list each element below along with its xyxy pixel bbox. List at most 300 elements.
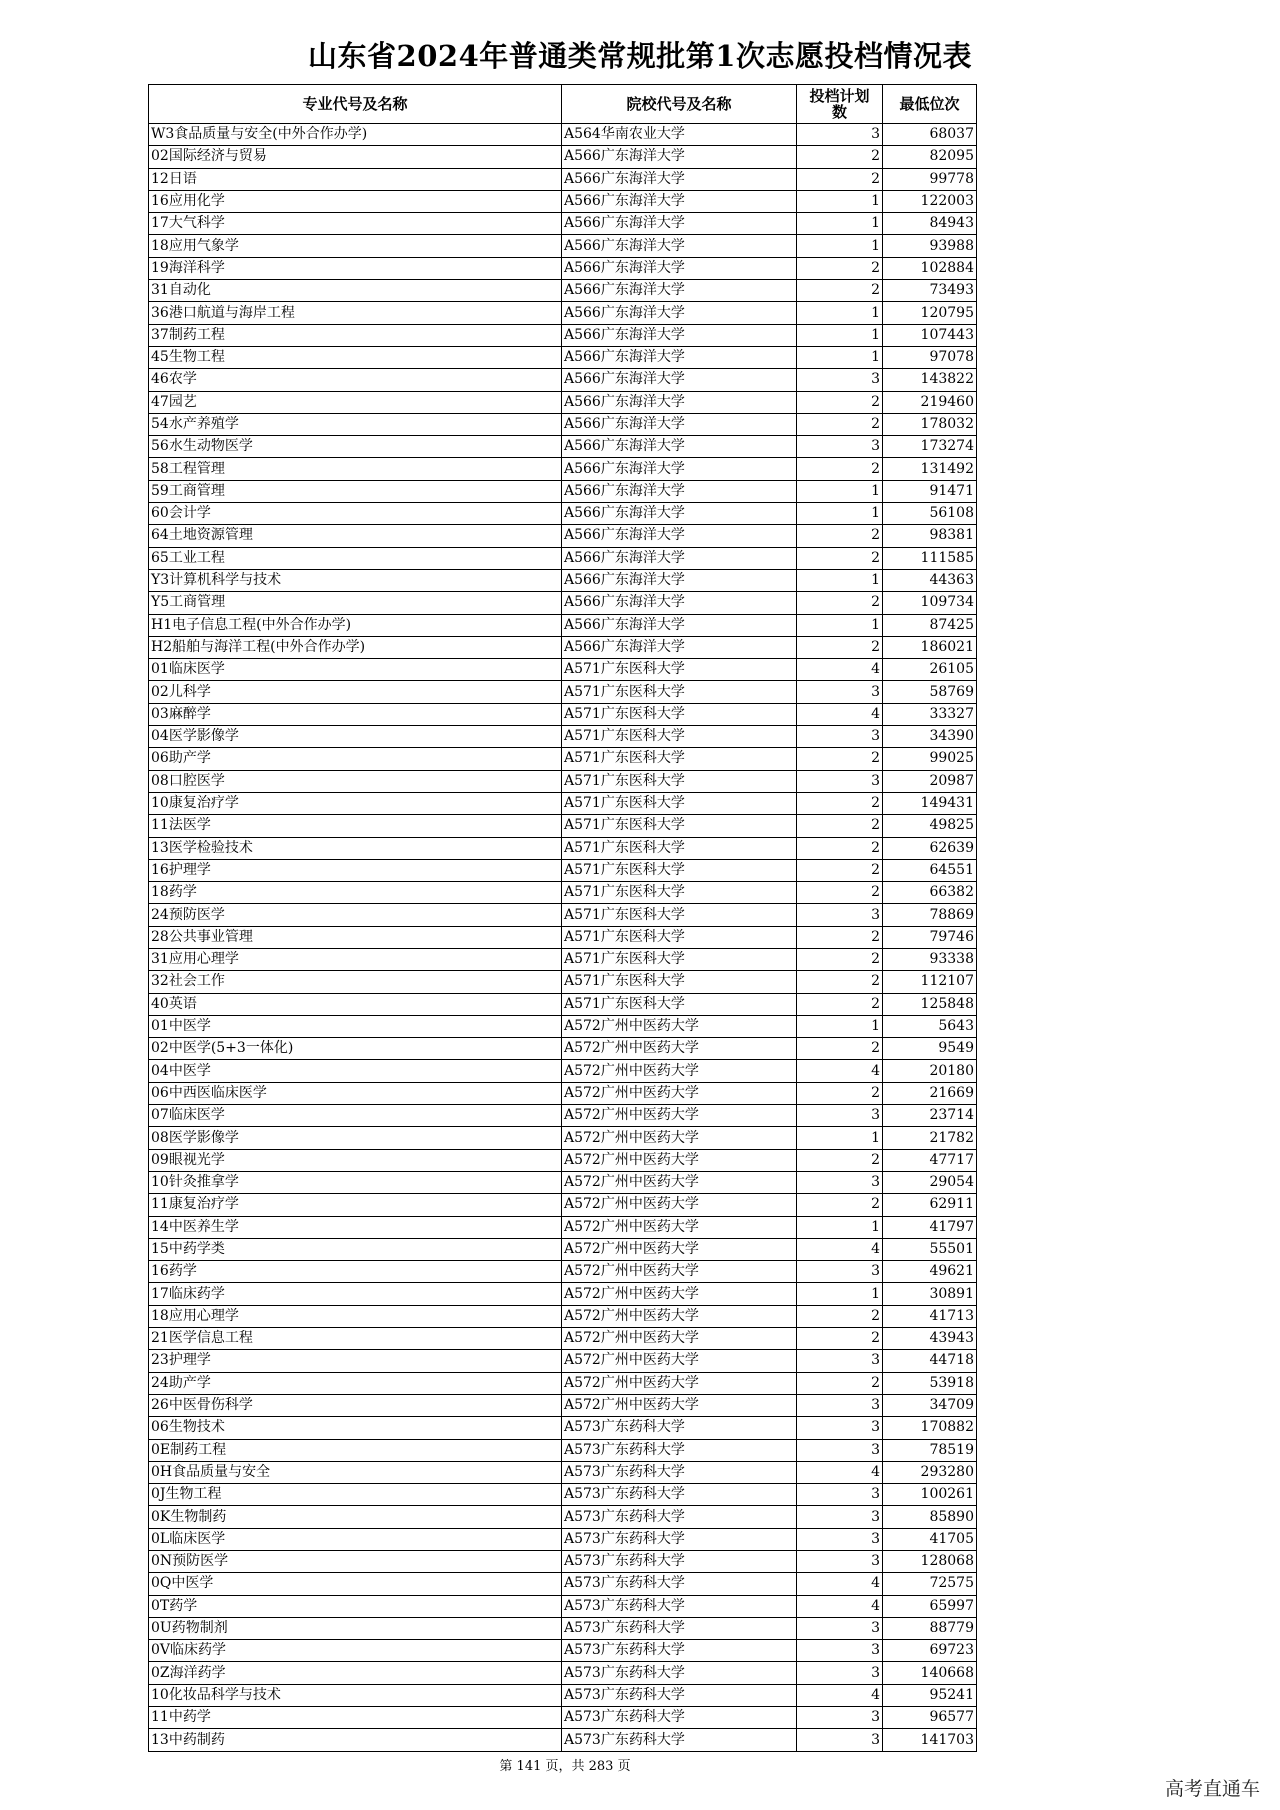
min-rank-cell: 49825 bbox=[883, 815, 977, 837]
major-cell: 10针灸推拿学 bbox=[149, 1171, 562, 1193]
plan-count-cell: 3 bbox=[797, 1484, 883, 1506]
school-cell: A571广东医科大学 bbox=[562, 882, 797, 904]
table-row bbox=[149, 503, 977, 525]
table-row bbox=[149, 882, 977, 904]
major-cell: 0Z海洋药学 bbox=[149, 1662, 562, 1684]
school-cell: A571广东医科大学 bbox=[562, 948, 797, 970]
major-cell: 0Q中医学 bbox=[149, 1573, 562, 1595]
table-row bbox=[149, 302, 977, 324]
min-rank-cell: 33327 bbox=[883, 703, 977, 725]
table-row bbox=[149, 1595, 977, 1617]
table-row bbox=[149, 636, 977, 658]
school-cell: A573广东药科大学 bbox=[562, 1640, 797, 1662]
table-row bbox=[149, 726, 977, 748]
plan-count-cell: 3 bbox=[797, 1439, 883, 1461]
school-cell: A566广东海洋大学 bbox=[562, 280, 797, 302]
min-rank-cell: 23714 bbox=[883, 1105, 977, 1127]
table-row bbox=[149, 213, 977, 235]
table-header-row bbox=[149, 85, 977, 124]
school-cell: A572广州中医药大学 bbox=[562, 1372, 797, 1394]
plan-count-cell: 2 bbox=[797, 636, 883, 658]
table-row bbox=[149, 948, 977, 970]
min-rank-cell: 79746 bbox=[883, 926, 977, 948]
table-row bbox=[149, 1617, 977, 1639]
plan-count-cell: 2 bbox=[797, 792, 883, 814]
major-cell: 02中医学(5+3一体化) bbox=[149, 1038, 562, 1060]
major-cell: 31自动化 bbox=[149, 280, 562, 302]
major-cell: 47园艺 bbox=[149, 391, 562, 413]
major-cell: 14中医养生学 bbox=[149, 1216, 562, 1238]
min-rank-cell: 93338 bbox=[883, 948, 977, 970]
min-rank-cell: 58769 bbox=[883, 681, 977, 703]
min-rank-cell: 68037 bbox=[883, 124, 977, 146]
min-rank-cell: 65997 bbox=[883, 1595, 977, 1617]
plan-count-cell: 3 bbox=[797, 1707, 883, 1729]
school-cell: A573广东药科大学 bbox=[562, 1617, 797, 1639]
school-cell: A571广东医科大学 bbox=[562, 726, 797, 748]
school-cell: A572广州中医药大学 bbox=[562, 1060, 797, 1082]
plan-count-cell: 2 bbox=[797, 458, 883, 480]
plan-count-cell: 2 bbox=[797, 859, 883, 881]
min-rank-cell: 73493 bbox=[883, 280, 977, 302]
table-row bbox=[149, 1417, 977, 1439]
table-row bbox=[149, 837, 977, 859]
plan-count-cell: 3 bbox=[797, 681, 883, 703]
major-cell: 01中医学 bbox=[149, 1015, 562, 1037]
plan-count-cell: 4 bbox=[797, 1573, 883, 1595]
min-rank-cell: 69723 bbox=[883, 1640, 977, 1662]
school-cell: A572广州中医药大学 bbox=[562, 1127, 797, 1149]
school-cell: A566广东海洋大学 bbox=[562, 257, 797, 279]
major-cell: 31应用心理学 bbox=[149, 948, 562, 970]
min-rank-cell: 131492 bbox=[883, 458, 977, 480]
major-cell: 16药学 bbox=[149, 1261, 562, 1283]
plan-count-cell: 2 bbox=[797, 1305, 883, 1327]
school-cell: A566广东海洋大学 bbox=[562, 213, 797, 235]
school-cell: A572广州中医药大学 bbox=[562, 1261, 797, 1283]
min-rank-cell: 143822 bbox=[883, 369, 977, 391]
plan-count-cell: 2 bbox=[797, 146, 883, 168]
table-row bbox=[149, 1528, 977, 1550]
plan-count-cell: 2 bbox=[797, 1038, 883, 1060]
school-cell: A566广东海洋大学 bbox=[562, 547, 797, 569]
plan-count-cell: 2 bbox=[797, 525, 883, 547]
major-cell: 21医学信息工程 bbox=[149, 1328, 562, 1350]
major-cell: 0K生物制药 bbox=[149, 1506, 562, 1528]
min-rank-cell: 87425 bbox=[883, 614, 977, 636]
table-row bbox=[149, 569, 977, 591]
table-row bbox=[149, 1350, 977, 1372]
min-rank-cell: 111585 bbox=[883, 547, 977, 569]
school-cell: A573广东药科大学 bbox=[562, 1439, 797, 1461]
min-rank-cell: 9549 bbox=[883, 1038, 977, 1060]
school-cell: A573广东药科大学 bbox=[562, 1662, 797, 1684]
table-row bbox=[149, 659, 977, 681]
major-cell: H2船舶与海洋工程(中外合作办学) bbox=[149, 636, 562, 658]
school-cell: A566广东海洋大学 bbox=[562, 592, 797, 614]
school-cell: A571广东医科大学 bbox=[562, 993, 797, 1015]
min-rank-cell: 30891 bbox=[883, 1283, 977, 1305]
min-rank-cell: 186021 bbox=[883, 636, 977, 658]
plan-count-cell: 2 bbox=[797, 748, 883, 770]
plan-count-cell: 2 bbox=[797, 882, 883, 904]
plan-count-cell: 3 bbox=[797, 124, 883, 146]
major-cell: 18应用气象学 bbox=[149, 235, 562, 257]
table-row bbox=[149, 1461, 977, 1483]
school-cell: A566广东海洋大学 bbox=[562, 525, 797, 547]
table-row bbox=[149, 1662, 977, 1684]
table-row bbox=[149, 1105, 977, 1127]
table-row bbox=[149, 436, 977, 458]
plan-count-cell: 4 bbox=[797, 659, 883, 681]
school-cell: A573广东药科大学 bbox=[562, 1684, 797, 1706]
school-cell: A573广东药科大学 bbox=[562, 1461, 797, 1483]
min-rank-cell: 72575 bbox=[883, 1573, 977, 1595]
plan-count-cell: 2 bbox=[797, 280, 883, 302]
plan-count-cell: 1 bbox=[797, 614, 883, 636]
major-cell: 54水产养殖学 bbox=[149, 413, 562, 435]
plan-count-cell: 3 bbox=[797, 1417, 883, 1439]
min-rank-cell: 78519 bbox=[883, 1439, 977, 1461]
plan-count-cell: 1 bbox=[797, 213, 883, 235]
plan-count-cell: 3 bbox=[797, 1729, 883, 1751]
plan-count-cell: 1 bbox=[797, 480, 883, 502]
school-cell: A572广州中医药大学 bbox=[562, 1305, 797, 1327]
major-cell: 36港口航道与海岸工程 bbox=[149, 302, 562, 324]
min-rank-cell: 93988 bbox=[883, 235, 977, 257]
major-cell: 10化妆品科学与技术 bbox=[149, 1684, 562, 1706]
school-cell: A572广州中医药大学 bbox=[562, 1038, 797, 1060]
major-cell: 59工商管理 bbox=[149, 480, 562, 502]
plan-count-cell: 3 bbox=[797, 1551, 883, 1573]
major-cell: H1电子信息工程(中外合作办学) bbox=[149, 614, 562, 636]
min-rank-cell: 178032 bbox=[883, 413, 977, 435]
school-cell: A572广州中医药大学 bbox=[562, 1216, 797, 1238]
major-cell: 11康复治疗学 bbox=[149, 1194, 562, 1216]
table-row bbox=[149, 703, 977, 725]
table-row bbox=[149, 748, 977, 770]
school-cell: A566广东海洋大学 bbox=[562, 302, 797, 324]
table-row bbox=[149, 324, 977, 346]
min-rank-cell: 56108 bbox=[883, 503, 977, 525]
plan-count-cell: 3 bbox=[797, 904, 883, 926]
school-cell: A572广州中医药大学 bbox=[562, 1171, 797, 1193]
school-cell: A566广东海洋大学 bbox=[562, 436, 797, 458]
table-row bbox=[149, 1060, 977, 1082]
table-row bbox=[149, 458, 977, 480]
table-row bbox=[149, 1149, 977, 1171]
table-row bbox=[149, 1216, 977, 1238]
table-row bbox=[149, 1082, 977, 1104]
school-cell: A572广州中医药大学 bbox=[562, 1328, 797, 1350]
major-cell: 11法医学 bbox=[149, 815, 562, 837]
school-cell: A564华南农业大学 bbox=[562, 124, 797, 146]
watermark: 高考直通车 bbox=[1164, 1778, 1260, 1800]
plan-count-cell: 4 bbox=[797, 1060, 883, 1082]
table-row bbox=[149, 257, 977, 279]
min-rank-cell: 88779 bbox=[883, 1617, 977, 1639]
table-row bbox=[149, 815, 977, 837]
min-rank-cell: 78869 bbox=[883, 904, 977, 926]
major-cell: 0T药学 bbox=[149, 1595, 562, 1617]
major-cell: Y3计算机科学与技术 bbox=[149, 569, 562, 591]
major-cell: 13医学检验技术 bbox=[149, 837, 562, 859]
table-row bbox=[149, 770, 977, 792]
min-rank-cell: 43943 bbox=[883, 1328, 977, 1350]
table-row bbox=[149, 1573, 977, 1595]
major-cell: 02国际经济与贸易 bbox=[149, 146, 562, 168]
major-cell: 24助产学 bbox=[149, 1372, 562, 1394]
major-cell: 26中医骨伤科学 bbox=[149, 1394, 562, 1416]
major-cell: 10康复治疗学 bbox=[149, 792, 562, 814]
school-cell: A571广东医科大学 bbox=[562, 703, 797, 725]
min-rank-cell: 107443 bbox=[883, 324, 977, 346]
major-cell: 0N预防医学 bbox=[149, 1551, 562, 1573]
major-cell: 01临床医学 bbox=[149, 659, 562, 681]
school-cell: A566广东海洋大学 bbox=[562, 235, 797, 257]
plan-count-cell: 2 bbox=[797, 1082, 883, 1104]
min-rank-cell: 170882 bbox=[883, 1417, 977, 1439]
major-cell: 65工业工程 bbox=[149, 547, 562, 569]
plan-count-cell: 3 bbox=[797, 1394, 883, 1416]
plan-count-cell: 1 bbox=[797, 324, 883, 346]
school-cell: A573广东药科大学 bbox=[562, 1573, 797, 1595]
major-cell: 04中医学 bbox=[149, 1060, 562, 1082]
school-cell: A566广东海洋大学 bbox=[562, 614, 797, 636]
min-rank-cell: 99778 bbox=[883, 168, 977, 190]
plan-count-cell: 3 bbox=[797, 1506, 883, 1528]
table-row bbox=[149, 547, 977, 569]
school-cell: A572广州中医药大学 bbox=[562, 1394, 797, 1416]
min-rank-cell: 34390 bbox=[883, 726, 977, 748]
plan-count-cell: 1 bbox=[797, 346, 883, 368]
table-row bbox=[149, 1015, 977, 1037]
plan-count-cell: 2 bbox=[797, 1149, 883, 1171]
plan-count-cell: 3 bbox=[797, 436, 883, 458]
plan-count-cell: 1 bbox=[797, 190, 883, 212]
table-row bbox=[149, 1551, 977, 1573]
plan-count-cell: 1 bbox=[797, 1015, 883, 1037]
min-rank-cell: 95241 bbox=[883, 1684, 977, 1706]
table-row bbox=[149, 1127, 977, 1149]
school-cell: A571广东医科大学 bbox=[562, 971, 797, 993]
major-cell: 0L临床医学 bbox=[149, 1528, 562, 1550]
min-rank-cell: 100261 bbox=[883, 1484, 977, 1506]
min-rank-cell: 44718 bbox=[883, 1350, 977, 1372]
major-cell: 37制药工程 bbox=[149, 324, 562, 346]
school-cell: A571广东医科大学 bbox=[562, 926, 797, 948]
school-cell: A566广东海洋大学 bbox=[562, 391, 797, 413]
plan-count-cell: 1 bbox=[797, 503, 883, 525]
table-row bbox=[149, 1238, 977, 1260]
table-row bbox=[149, 1394, 977, 1416]
major-cell: 32社会工作 bbox=[149, 971, 562, 993]
major-cell: 23护理学 bbox=[149, 1350, 562, 1372]
plan-count-cell: 4 bbox=[797, 1461, 883, 1483]
table-row bbox=[149, 926, 977, 948]
min-rank-cell: 96577 bbox=[883, 1707, 977, 1729]
min-rank-cell: 97078 bbox=[883, 346, 977, 368]
min-rank-cell: 120795 bbox=[883, 302, 977, 324]
table-row bbox=[149, 614, 977, 636]
plan-count-cell: 1 bbox=[797, 235, 883, 257]
table-row bbox=[149, 1506, 977, 1528]
min-rank-cell: 5643 bbox=[883, 1015, 977, 1037]
school-cell: A573广东药科大学 bbox=[562, 1595, 797, 1617]
school-cell: A571广东医科大学 bbox=[562, 748, 797, 770]
school-cell: A566广东海洋大学 bbox=[562, 146, 797, 168]
school-cell: A571广东医科大学 bbox=[562, 681, 797, 703]
table-row bbox=[149, 1283, 977, 1305]
min-rank-cell: 66382 bbox=[883, 882, 977, 904]
plan-count-cell: 2 bbox=[797, 391, 883, 413]
header-plan-label: 投档计划数 bbox=[809, 87, 870, 121]
page-footer: 第 141 页，共 283 页 bbox=[499, 1759, 631, 1774]
major-cell: 17临床药学 bbox=[149, 1283, 562, 1305]
major-cell: 28公共事业管理 bbox=[149, 926, 562, 948]
plan-count-cell: 2 bbox=[797, 926, 883, 948]
major-cell: 09眼视光学 bbox=[149, 1149, 562, 1171]
plan-count-cell: 2 bbox=[797, 948, 883, 970]
major-cell: 16应用化学 bbox=[149, 190, 562, 212]
min-rank-cell: 140668 bbox=[883, 1662, 977, 1684]
plan-count-cell: 2 bbox=[797, 971, 883, 993]
school-cell: A572广州中医药大学 bbox=[562, 1283, 797, 1305]
major-cell: 06生物技术 bbox=[149, 1417, 562, 1439]
min-rank-cell: 91471 bbox=[883, 480, 977, 502]
table-row bbox=[149, 904, 977, 926]
table-row bbox=[149, 124, 977, 146]
major-cell: 06中西医临床医学 bbox=[149, 1082, 562, 1104]
plan-count-cell: 3 bbox=[797, 770, 883, 792]
table-row bbox=[149, 525, 977, 547]
plan-count-cell: 3 bbox=[797, 1528, 883, 1550]
plan-count-cell: 4 bbox=[797, 1684, 883, 1706]
plan-count-cell: 2 bbox=[797, 815, 883, 837]
table-row bbox=[149, 971, 977, 993]
school-cell: A566广东海洋大学 bbox=[562, 503, 797, 525]
major-cell: 0H食品质量与安全 bbox=[149, 1461, 562, 1483]
min-rank-cell: 109734 bbox=[883, 592, 977, 614]
min-rank-cell: 20180 bbox=[883, 1060, 977, 1082]
min-rank-cell: 125848 bbox=[883, 993, 977, 1015]
table-row bbox=[149, 168, 977, 190]
table-row bbox=[149, 413, 977, 435]
table-row bbox=[149, 146, 977, 168]
plan-count-cell: 3 bbox=[797, 726, 883, 748]
header-major: 专业代号及名称 bbox=[149, 85, 562, 124]
major-cell: 64土地资源管理 bbox=[149, 525, 562, 547]
plan-count-cell: 3 bbox=[797, 1350, 883, 1372]
min-rank-cell: 173274 bbox=[883, 436, 977, 458]
major-cell: 04医学影像学 bbox=[149, 726, 562, 748]
min-rank-cell: 34709 bbox=[883, 1394, 977, 1416]
school-cell: A571广东医科大学 bbox=[562, 659, 797, 681]
major-cell: 40英语 bbox=[149, 993, 562, 1015]
min-rank-cell: 219460 bbox=[883, 391, 977, 413]
major-cell: 45生物工程 bbox=[149, 346, 562, 368]
min-rank-cell: 21782 bbox=[883, 1127, 977, 1149]
school-cell: A572广州中医药大学 bbox=[562, 1194, 797, 1216]
major-cell: Y5工商管理 bbox=[149, 592, 562, 614]
table-row bbox=[149, 993, 977, 1015]
school-cell: A572广州中医药大学 bbox=[562, 1105, 797, 1127]
school-cell: A571广东医科大学 bbox=[562, 792, 797, 814]
plan-count-cell: 2 bbox=[797, 1372, 883, 1394]
plan-count-cell: 2 bbox=[797, 413, 883, 435]
major-cell: 13中药制药 bbox=[149, 1729, 562, 1751]
major-cell: 02儿科学 bbox=[149, 681, 562, 703]
min-rank-cell: 128068 bbox=[883, 1551, 977, 1573]
min-rank-cell: 64551 bbox=[883, 859, 977, 881]
plan-count-cell: 3 bbox=[797, 1261, 883, 1283]
table-row bbox=[149, 1171, 977, 1193]
school-cell: A571广东医科大学 bbox=[562, 815, 797, 837]
plan-count-cell: 2 bbox=[797, 993, 883, 1015]
major-cell: 56水生动物医学 bbox=[149, 436, 562, 458]
plan-count-cell: 3 bbox=[797, 1105, 883, 1127]
min-rank-cell: 62911 bbox=[883, 1194, 977, 1216]
school-cell: A566广东海洋大学 bbox=[562, 324, 797, 346]
school-cell: A571广东医科大学 bbox=[562, 859, 797, 881]
plan-count-cell: 4 bbox=[797, 1595, 883, 1617]
school-cell: A566广东海洋大学 bbox=[562, 569, 797, 591]
plan-count-cell: 2 bbox=[797, 837, 883, 859]
table-row bbox=[149, 1439, 977, 1461]
plan-count-cell: 1 bbox=[797, 302, 883, 324]
major-cell: 06助产学 bbox=[149, 748, 562, 770]
plan-count-cell: 2 bbox=[797, 1194, 883, 1216]
plan-count-cell: 2 bbox=[797, 592, 883, 614]
min-rank-cell: 20987 bbox=[883, 770, 977, 792]
page-title: 山东省2024年普通类常规批第1次志愿投档情况表 bbox=[308, 39, 972, 73]
header-rank: 最低位次 bbox=[883, 85, 977, 124]
header-school: 院校代号及名称 bbox=[562, 85, 797, 124]
table-row bbox=[149, 480, 977, 502]
major-cell: 11中药学 bbox=[149, 1707, 562, 1729]
plan-count-cell: 3 bbox=[797, 1171, 883, 1193]
school-cell: A572广州中医药大学 bbox=[562, 1350, 797, 1372]
table-row bbox=[149, 280, 977, 302]
min-rank-cell: 99025 bbox=[883, 748, 977, 770]
table-row bbox=[149, 369, 977, 391]
school-cell: A573广东药科大学 bbox=[562, 1528, 797, 1550]
major-cell: 0J生物工程 bbox=[149, 1484, 562, 1506]
school-cell: A573广东药科大学 bbox=[562, 1506, 797, 1528]
min-rank-cell: 41797 bbox=[883, 1216, 977, 1238]
plan-count-cell: 1 bbox=[797, 1127, 883, 1149]
school-cell: A566广东海洋大学 bbox=[562, 458, 797, 480]
major-cell: 12日语 bbox=[149, 168, 562, 190]
min-rank-cell: 44363 bbox=[883, 569, 977, 591]
school-cell: A572广州中医药大学 bbox=[562, 1015, 797, 1037]
school-cell: A571广东医科大学 bbox=[562, 904, 797, 926]
major-cell: 08口腔医学 bbox=[149, 770, 562, 792]
school-cell: A571广东医科大学 bbox=[562, 837, 797, 859]
major-cell: 0U药物制剂 bbox=[149, 1617, 562, 1639]
table-row bbox=[149, 1038, 977, 1060]
table-row bbox=[149, 681, 977, 703]
table-row bbox=[149, 391, 977, 413]
table-row bbox=[149, 1484, 977, 1506]
school-cell: A573广东药科大学 bbox=[562, 1551, 797, 1573]
plan-count-cell: 1 bbox=[797, 1283, 883, 1305]
school-cell: A566广东海洋大学 bbox=[562, 480, 797, 502]
table-row bbox=[149, 1261, 977, 1283]
plan-count-cell: 2 bbox=[797, 168, 883, 190]
major-cell: 60会计学 bbox=[149, 503, 562, 525]
major-cell: 18应用心理学 bbox=[149, 1305, 562, 1327]
